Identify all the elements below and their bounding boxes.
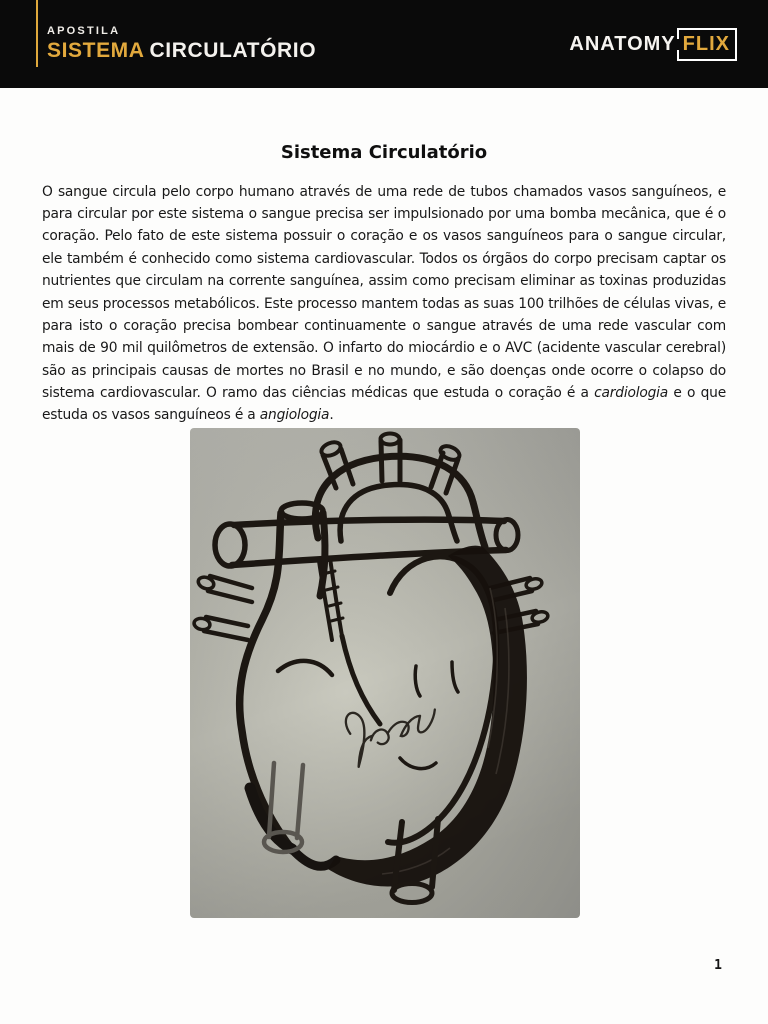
paragraph-part-1: O sangue circula pelo corpo humano através de uma rede de tubos chamados vasos sanguíneos, e para circular por este sistema o sangue precisa ser impulsionado por uma bomba mecânica, que é o coração. Pelo fato de este sistema possuir o coração e os vasos sanguíneos para o sangue circular, ele também é conhecido como sistema cardiovascular. Todos os órgãos do corpo precisam captar os nutrientes que circulam na corrente sanguínea, assim como precisam eliminar as toxinas produzidas em seus processos metabólicos. Este processo mantem todas as suas 100 trilhões de células vivas, e para isto o coração precisa bombear continuamente o sangue através de uma rede vascular com mais de 90 mil quilômetros de extensão. O infarto do miocárdio e o AVC (acidente vascular cerebral) são as principais causas de mortes no Brasil e no mundo, e são doenças onde ocorre o colapso do sistema cardiovascular. O ramo das ciências médicas que estuda o coração é a <box>42 183 726 401</box>
anatomyflix-logo <box>569 28 737 61</box>
booklet-title-rest: CIRCULATÓRIO <box>149 39 317 63</box>
heart-illustration-figure <box>190 428 580 918</box>
paragraph-part-3: . <box>329 407 334 424</box>
logo-text-flix: FLIX <box>677 28 737 61</box>
heart-drawing-svg <box>190 428 580 918</box>
paragraph-part-2: e o que estuda os vasos sanguíneos é a <box>42 384 726 424</box>
page-title: Sistema Circulatório <box>280 142 488 164</box>
booklet-heading <box>47 25 316 62</box>
header-banner <box>0 0 768 88</box>
booklet-title <box>47 40 316 62</box>
page-number: 1 <box>714 958 722 973</box>
booklet-kicker: APOSTILA <box>47 25 121 38</box>
body-paragraph <box>42 181 726 427</box>
booklet-title-accent: SISTEMA <box>47 39 145 63</box>
logo-text-anatomy: ANATOMY <box>569 32 676 55</box>
italic-term-angiologia: angiologia <box>259 407 330 424</box>
gold-accent-line <box>36 0 38 67</box>
italic-term-cardiologia: cardiologia <box>594 384 669 401</box>
